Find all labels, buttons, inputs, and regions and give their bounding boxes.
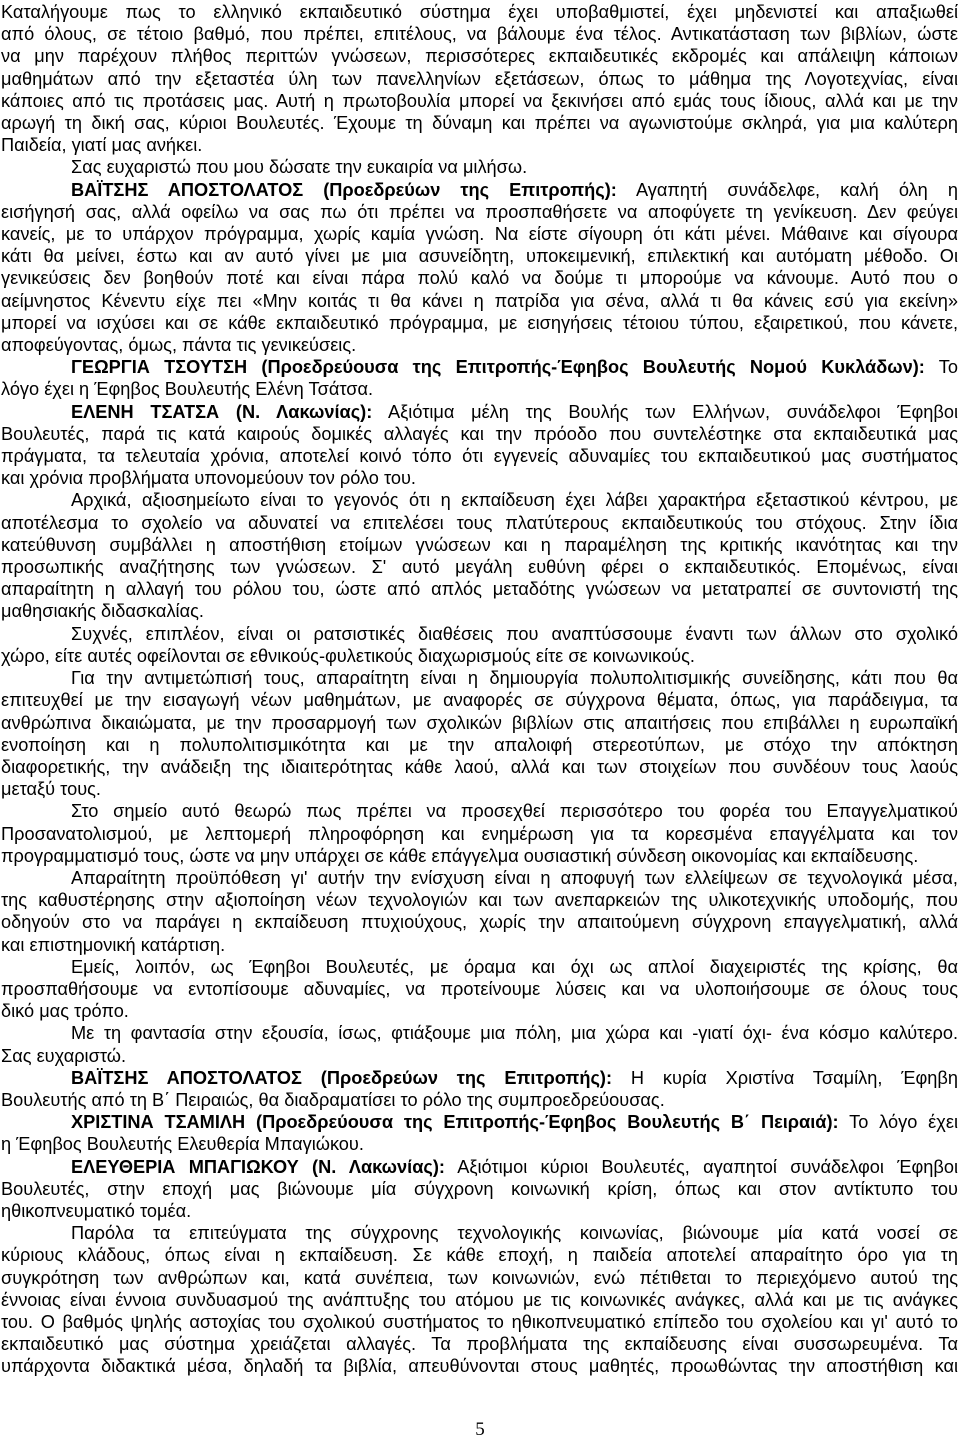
- text-line: προσωπικής αναζήτησης των γνώσεων. Σ' αυτό μεγάλη ευθύνη φέρει ο εκπαιδευτικός. Επομένως, είναι: [1, 557, 958, 578]
- text-line: Συχνές, επιπλέον, είναι οι ρατσιστικές διαθέσεις που αναπτύσσουμε έναντι των άλλων στο σχολικό: [71, 623, 958, 644]
- speech-paragraph: [1, 1111, 958, 1155]
- speaker-name: ΕΛΕΥΘΕΡΙΑ ΜΠΑΓΙΩΚΟΥ (Ν. Λακωνίας):: [71, 1156, 445, 1177]
- paragraph: [1, 1022, 958, 1066]
- text-line: επιτευχθεί με την εισαγωγή νέων μαθημάτων, με αναφορές σε σύγχρονα θέματα, όπως, για παράδειγμα, τα: [1, 690, 958, 711]
- paragraph: [1, 800, 958, 867]
- text-line: μπορεί να ισχύσει και σε κάθε εκπαιδευτικό πρόγραμμα, με εισηγήσεις τέτοιου τύπου, εξαιρετικού, που κάνετε,: [1, 312, 958, 333]
- speech-paragraph: [1, 401, 958, 490]
- text-line: αποφεύγοντας, όμως, πάντα τις γενικεύσεις.: [1, 335, 357, 356]
- text-line: ανθρώπινα δικαιώματα, με την προσαρμογή των σχολικών βιβλίων στις απαιτήσεις που επιβάλλει η ευρωπαϊκή: [1, 712, 958, 733]
- text-line: οδηγούν στο να παράγει η εκπαίδευση πτυχιούχους, χωρίς την απαιτούμενη σύγχρονη επαγγελματική, αλλά: [1, 912, 958, 933]
- text-line: μεταξύ τους.: [1, 779, 101, 800]
- text-line: μαθησιακής διδασκαλίας.: [1, 601, 204, 622]
- text-line: δικό μας τρόπο.: [1, 1001, 129, 1022]
- speech-paragraph: [1, 1067, 958, 1111]
- text-line: απαραίτητη η αλλαγή του ρόλου του, ώστε από απλός μεταδότης γνώσεων να μετατραπεί σε συντονιστή της: [1, 579, 958, 600]
- text-line: του. Ο βαθμός ψηλής αστοχίας του σχολικού συστήματος το ηθικοπνευματικό επίπεδο του σχολείου και γι' αυτό το: [1, 1311, 958, 1332]
- text-line: Παρόλα τα επιτεύγματα της σύγχρονης τεχνολογικής κοινωνίας, βιώνουμε μία κατά νοσεί σε: [71, 1223, 958, 1244]
- text-line: Εμείς, λοιπόν, ως Έφηβοι Βουλευτές, με όραμα και όχι ως απλοί διαχειριστές της κρίσης, θα: [71, 956, 958, 977]
- text-line: Σας ευχαριστώ που μου δώσατε την ευκαιρία να μιλήσω.: [71, 157, 528, 178]
- speech-paragraph: [1, 356, 958, 400]
- paragraph: [1, 1222, 958, 1377]
- speaker-name: ΧΡΙΣΤΙΝΑ ΤΣΑΜΙΛΗ (Προεδρεύουσα της Επιτροπής-Έφηβος Βουλευτής Β΄ Πειραιά):: [71, 1112, 839, 1133]
- speaker-line: [1, 1111, 958, 1133]
- text-line: από όλους, σε τέτοιο βαθμό, που πρέπει, επιτέλους, να βάλουμε ένα τέλος. Αντικατάσταση των βιβλίων, ώστε: [1, 24, 958, 45]
- speaker-name: ΒΑΪΤΣΗΣ ΑΠΟΣΤΟΛΑΤΟΣ (Προεδρεύων της Επιτροπής):: [71, 1067, 613, 1088]
- text-line: η Έφηβος Βουλευτής Ελευθερία Μπαγιώκου.: [1, 1134, 364, 1155]
- text-line: να μην παρέχουν πλήθος περιττών γνώσεων, περισσότερες εκπαιδευτικές εκδρομές και απάλειψη κάποιων: [1, 46, 958, 67]
- text-line: χώρο, είτε αυτές οφείλονται σε εθνικούς-φυλετικούς διαχωρισμούς είτε σε κοινωνικούς.: [1, 645, 695, 666]
- text-line: κατεύθυνση συμβάλλει η αποστήθιση ετοίμων γνώσεων και η παραμέληση της κριτικής ικανότητας και την: [1, 534, 958, 555]
- text-line: και επιστημονική κατάρτιση.: [1, 934, 226, 955]
- text-line: Στο σημείο αυτό θεωρώ πως πρέπει να προσεχθεί περισσότερο του φορέα του Επαγγελματικού: [71, 801, 958, 822]
- text-line: μαθημάτων από την εξεταστέα ύλη των πανελληνίων εξετάσεων, όπως το μάθημα της Λογοτεχνίας, είναι: [1, 68, 958, 89]
- text-line: Καταλήγουμε πως το ελληνικό εκπαιδευτικό σύστημα έχει υποβαθμιστεί, έχει μηδενιστεί και απαξιωθεί: [1, 2, 958, 22]
- text-line: κάτι θα μείνει, έστω και αν αυτό γίνει με μια ασυνείδητη, υποκειμενική, επιλεκτική και αυτόματη μέθοδο. Οι: [1, 246, 958, 267]
- text-line: Βουλευτής από τη Β΄ Πειραιώς, θα διαδραματίσει το ρόλο της συμπροεδρεύουσας.: [1, 1089, 665, 1110]
- speech-paragraph: [1, 179, 958, 357]
- paragraph: [1, 667, 958, 800]
- paragraph: [1, 867, 958, 956]
- speaker-line: [1, 179, 958, 201]
- speech-text: Αξιότιμοι κύριοι Βουλευτές, αγαπητοί συνάδελφοι Έφηβοι: [457, 1156, 958, 1177]
- paragraph: [1, 623, 958, 667]
- speaker-line: [1, 401, 958, 423]
- text-line: Με τη φαντασία στην εξουσία, ίσως, φτιάξουμε μια πόλη, μια χώρα και -γιατί όχι- ένα κόσμο καλύτερο.: [71, 1023, 958, 1044]
- speech-paragraph: [1, 1156, 958, 1223]
- speech-text: Το λόγο έχει: [849, 1112, 958, 1133]
- text-line: προσπαθήσουμε να εντοπίσουμε αδυναμίες, να προτείνουμε λύσεις και να υλοποιήσουμε σε όλους τους: [1, 978, 958, 999]
- text-line: συγκρότηση των ανθρώπων και, κατά συνέπεια, των κοινωνιών, ενώ πέτιθεται το περιεχόμενο αυτού της: [1, 1267, 958, 1288]
- text-line: υπάρχοντα διδακτικά μέσα, δηλαδή τα βιβλία, απευθύνονται στους μαθητές, προωθώντας την αποστήθιση και: [1, 1356, 958, 1377]
- text-line: αποτέλεσμα το σχολείο να αδυνατεί να επιτελέσει τους πλατύτερους εκπαιδευτικούς του στόχους. Στην ίδια: [1, 512, 958, 533]
- speech-text: Το: [938, 357, 958, 378]
- speech-text: Αγαπητή συνάδελφε, καλή όλη η: [635, 179, 958, 200]
- speaker-name: ΕΛΕΝΗ ΤΣΑΤΣΑ (Ν. Λακωνίας):: [71, 401, 373, 422]
- text-line: ενοποίηση και η πολυπολιτισμικότητα και με την απαλοιφή στερεοτύπων, με στόχο την απόκτηση: [1, 734, 958, 755]
- text-line: εκπαιδευτικό μας σύστημα χρειάζεται αλλαγές. Τα προβλήματα της εκπαίδευσης είναι συσσωρευμένα. Τα: [1, 1334, 958, 1355]
- paragraph: [1, 956, 958, 1023]
- speaker-name: ΓΕΩΡΓΙΑ ΤΣΟΥΤΣΗ (Προεδρεύουσα της Επιτροπής-Έφηβος Βουλευτής Νομού Κυκλάδων):: [71, 357, 925, 378]
- paragraph: [1, 1, 958, 156]
- text-line: διαφορετικής, την ανάδειξη της ιδιαιτερότητας κάθε λαού, αλλά και των στοιχείων που συνδέουν τους λαούς: [1, 756, 958, 777]
- speaker-line: [1, 1156, 958, 1178]
- document-body: [1, 1, 958, 1378]
- text-line: Απαραίτητη προϋπόθεση γι' αυτήν την ενίσχυση είναι η αποφυγή των ελλείψεων σε τεχνολογικά μέσα,: [71, 867, 958, 888]
- paragraph: [1, 489, 958, 622]
- text-line: πράγματα, τα τελευταία χρόνια, αποτελεί κοινό τόπο ότι εγγενείς αδυναμίες του εκπαιδευτικού μας συστήματος: [1, 446, 958, 467]
- text-line: γενικεύσεις δεν βοηθούν ποτέ και είναι πάρα πολύ καλό να δούμε τι μπορούμε να κάνουμε. Αυτό που ο: [1, 268, 958, 289]
- text-line: της καθυστέρησης στην αξιοποίηση νέων τεχνολογιών και των ανεπαρκειών της υλικοτεχνικής υποδομής, που: [1, 890, 958, 911]
- speech-text: Αξιότιμα μέλη της Βουλής των Ελλήνων, συνάδελφοι Έφηβοι: [388, 401, 958, 422]
- text-line: Βουλευτές, στην εποχή μας βιώνουμε μία σύγχρονη κοινωνική κρίση, όπως και στον αντίκτυπο του: [1, 1178, 958, 1199]
- text-line: Βουλευτές, παρά τις κατά καιρούς δομικές αλλαγές και την πρόοδο που συντελέστηκε στα εκπαιδευτικά μας: [1, 423, 958, 444]
- page-number: 5: [475, 1419, 485, 1440]
- text-line: Για την αντιμετώπισή τους, απαραίτητη είναι η δημιουργία πολυπολιτισμικής συνείδησης, κάτι που θα: [71, 668, 958, 689]
- paragraph: [1, 156, 958, 178]
- text-line: λόγο έχει η Έφηβος Βουλευτής Ελένη Τσάτσα.: [1, 379, 374, 400]
- text-line: κάποιες από τις προτάσεις μας. Αυτή η πρωτοβουλία μπορεί να ξεκινήσει από εμάς τους ίδιους, αλλά και με την: [1, 90, 958, 111]
- text-line: Αρχικά, αξιοσημείωτο είναι το γεγονός ότι η εκπαίδευση έχει λάβει χαρακτήρα εξεταστικού κέντρου, με: [71, 490, 958, 511]
- text-line: εισήγησή σας, αλλά οφείλω να σας πω ότι πρέπει να προσπαθήσετε να αποφύγετε τη γενίκευση. Δεν φεύγει: [1, 201, 958, 222]
- text-line: προγραμματισμό τους, ώστε να μην υπάρχει σε κάθε επάγγελμα ουσιαστική σύνδεση οικονομίας και εκπαίδευσης.: [1, 845, 919, 866]
- text-line: ηθικοπνευματικό τομέα.: [1, 1200, 192, 1221]
- text-line: αείμνηστος Κένεντυ είχε πει «Μην κοιτάς τι θα κάνει η πατρίδα για σένα, αλλά τι θα κάνεις εσύ για εκείνη»: [1, 290, 958, 311]
- text-line: αρωγή τη δική σας, κύριοι Βουλευτές. Έχουμε τη δύναμη και πρέπει να αγωνιστούμε σκληρά, για μια καλύτερη: [1, 113, 958, 134]
- text-line: Παιδεία, γιατί μας ανήκει.: [1, 135, 203, 156]
- text-line: έννοιας είναι έννοια συνδυασμού της ανάπτυξης του ατόμου με τις κοινωνικές ανάγκες, αλλά και με τις ανάγκες: [1, 1289, 958, 1310]
- text-line: Σας ευχαριστώ.: [1, 1045, 126, 1066]
- text-line: Προσανατολισμού, με λεπτομερή πληροφόρηση και ενημέρωση για τα κορεσμένα επαγγέλματα και τον: [1, 823, 958, 844]
- speech-text: Η κυρία Χριστίνα Τσαμίλη, Έφηβη: [630, 1067, 958, 1088]
- speaker-name: ΒΑΪΤΣΗΣ ΑΠΟΣΤΟΛΑΤΟΣ (Προεδρεύων της Επιτροπής):: [71, 179, 617, 200]
- text-line: κύριους κλάδους, όπως είναι η εκπαίδευση. Σε κάθε εποχή, η παιδεία αποτελεί απαραίτητο όρο για τη: [1, 1245, 958, 1266]
- speaker-line: [1, 356, 958, 378]
- speaker-line: [1, 1067, 958, 1089]
- text-line: και χρόνια προβλήματα υπονομεύουν τον ρόλο του.: [1, 468, 416, 489]
- text-line: κανείς, με το υπάρχον πρόγραμμα, χωρίς καμία γνώση. Να είστε σίγουρη ότι κάτι μένει. Μάθαινε και σίγουρα: [1, 224, 958, 245]
